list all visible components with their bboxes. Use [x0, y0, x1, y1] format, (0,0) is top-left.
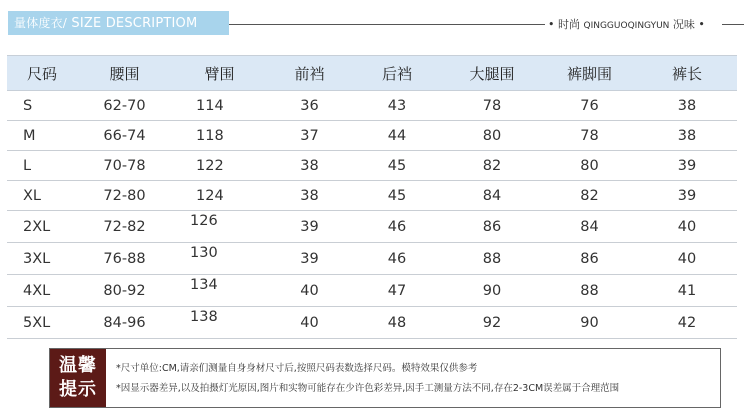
page-header [0, 0, 744, 48]
cell-hip: 114 [172, 91, 267, 121]
cell-back-rise: 46 [352, 243, 442, 275]
cell-thigh: 90 [442, 275, 542, 307]
notice-badge [50, 349, 106, 407]
cell-thigh: 92 [442, 307, 542, 339]
cell-length: 40 [637, 243, 737, 275]
cell-length: 38 [637, 91, 737, 121]
notice-line-1: *尺寸单位:CM,请亲们测量自身身材尺寸后,按照尺码表数选择尺码。模特效果仅供参考 [116, 363, 478, 374]
cell-length: 39 [637, 151, 737, 181]
cell-size: S [7, 91, 77, 121]
notice-badge-line1: 温馨 [59, 355, 97, 376]
cell-waist: 70-78 [77, 151, 172, 181]
table-row [7, 121, 737, 151]
cell-size: 5XL [7, 307, 77, 339]
cell-front-rise: 37 [267, 121, 352, 151]
cell-hip: 122 [172, 151, 267, 181]
cell-back-rise: 45 [352, 181, 442, 211]
cell-back-rise: 44 [352, 121, 442, 151]
cell-waist: 76-88 [77, 243, 172, 275]
table-row [7, 151, 737, 181]
header-size: 尺码 [7, 56, 77, 91]
cell-thigh: 78 [442, 91, 542, 121]
table-row [7, 91, 737, 121]
cell-waist: 84-96 [77, 307, 172, 339]
tagline-prefix: • 时尚 [548, 18, 584, 31]
tagline-suffix: 况味 • [669, 18, 705, 31]
header-hip: 臂围 [172, 56, 267, 91]
header-thigh: 大腿围 [442, 56, 542, 91]
table-row [7, 243, 737, 275]
cell-waist: 72-82 [77, 211, 172, 243]
cell-hem: 80 [542, 151, 637, 181]
cell-hip: 138 [172, 307, 267, 339]
cell-back-rise: 43 [352, 91, 442, 121]
section-title [8, 11, 229, 35]
notice-text [116, 359, 619, 399]
cell-length: 40 [637, 211, 737, 243]
cell-back-rise: 46 [352, 211, 442, 243]
header-divider-right [722, 24, 744, 25]
cell-waist: 66-74 [77, 121, 172, 151]
cell-hem: 86 [542, 243, 637, 275]
cell-hip: 130 [172, 243, 267, 275]
cell-thigh: 84 [442, 181, 542, 211]
cell-length: 42 [637, 307, 737, 339]
table-header-row [7, 56, 737, 91]
cell-length: 38 [637, 121, 737, 151]
cell-waist: 80-92 [77, 275, 172, 307]
notice-badge-line2: 提示 [59, 379, 97, 400]
table-row [7, 275, 737, 307]
header-tagline [548, 16, 705, 32]
cell-size: L [7, 151, 77, 181]
cell-waist: 62-70 [77, 91, 172, 121]
cell-hem: 76 [542, 91, 637, 121]
cell-hem: 78 [542, 121, 637, 151]
cell-hip: 134 [172, 275, 267, 307]
cell-back-rise: 48 [352, 307, 442, 339]
cell-hem: 82 [542, 181, 637, 211]
header-length: 裤长 [637, 56, 737, 91]
cell-size: XL [7, 181, 77, 211]
header-back-rise: 后裆 [352, 56, 442, 91]
cell-thigh: 80 [442, 121, 542, 151]
cell-front-rise: 39 [267, 243, 352, 275]
cell-front-rise: 39 [267, 211, 352, 243]
size-table [7, 55, 737, 339]
cell-front-rise: 40 [267, 275, 352, 307]
header-hem: 裤脚围 [542, 56, 637, 91]
cell-hem: 84 [542, 211, 637, 243]
cell-thigh: 88 [442, 243, 542, 275]
header-waist: 腰围 [77, 56, 172, 91]
cell-hip: 126 [172, 211, 267, 243]
cell-length: 41 [637, 275, 737, 307]
cell-length: 39 [637, 181, 737, 211]
cell-size: M [7, 121, 77, 151]
table-row [7, 181, 737, 211]
cell-hip: 118 [172, 121, 267, 151]
header-front-rise: 前裆 [267, 56, 352, 91]
cell-size: 4XL [7, 275, 77, 307]
notice-box [49, 348, 721, 408]
cell-size: 2XL [7, 211, 77, 243]
table-row [7, 211, 737, 243]
cell-thigh: 82 [442, 151, 542, 181]
cell-back-rise: 45 [352, 151, 442, 181]
tagline-brand: QINGGUOQINGYUN [583, 21, 670, 31]
cell-front-rise: 38 [267, 151, 352, 181]
cell-hem: 90 [542, 307, 637, 339]
cell-thigh: 86 [442, 211, 542, 243]
cell-front-rise: 40 [267, 307, 352, 339]
cell-front-rise: 38 [267, 181, 352, 211]
table-row [7, 307, 737, 339]
notice-line-2: *因显示器差异,以及拍摄灯光原因,图片和实物可能存在少许色彩差异,因手工测量方法不同,存在2-3CM误差属于合理范围 [116, 383, 620, 394]
cell-back-rise: 47 [352, 275, 442, 307]
cell-front-rise: 36 [267, 91, 352, 121]
cell-hip: 124 [172, 181, 267, 211]
section-title-cn: 量体度衣/ [14, 16, 68, 30]
cell-hem: 88 [542, 275, 637, 307]
section-title-en: SIZE DESCRIPTIOM [67, 16, 198, 31]
header-divider-left [229, 24, 545, 25]
cell-waist: 72-80 [77, 181, 172, 211]
cell-size: 3XL [7, 243, 77, 275]
